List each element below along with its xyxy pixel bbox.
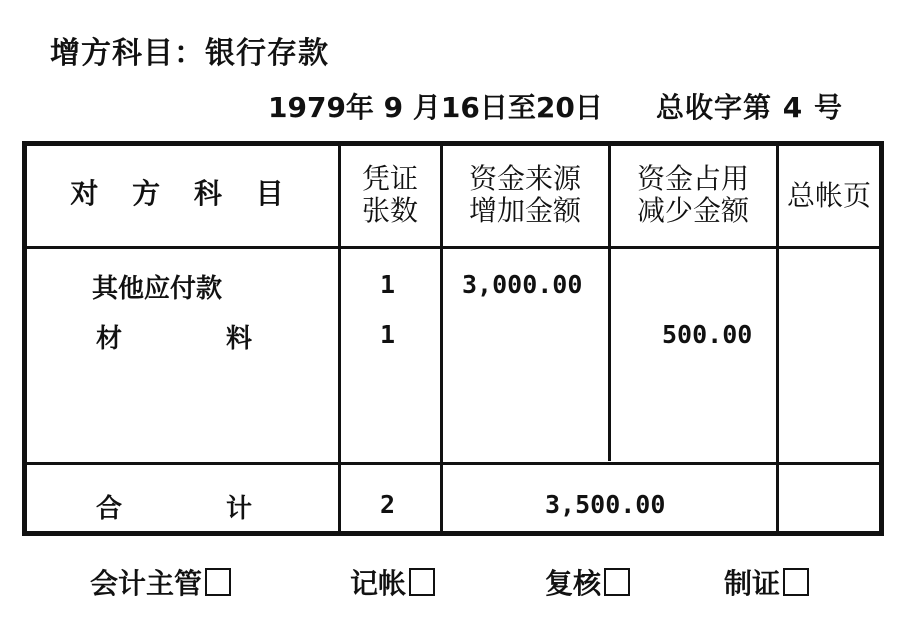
document-number: 总收字第 4 号 — [656, 91, 843, 124]
row-voucher-count: 1 — [380, 270, 396, 299]
column-divider — [440, 146, 443, 531]
total-label: 合 — [96, 494, 123, 524]
page-title: 增方科目：银行存款 — [50, 36, 329, 71]
signature-supervisor: 会计主管 — [90, 562, 231, 602]
total-label: 计 — [226, 494, 253, 524]
table-bottom-rule — [22, 532, 884, 536]
column-divider — [776, 146, 779, 531]
checkbox-icon — [604, 568, 630, 596]
column-header-account: 对 方 科 目 — [70, 177, 296, 210]
row-voucher-count: 1 — [380, 320, 396, 349]
row-increase-amount: 3,000.00 — [462, 270, 583, 299]
signature-preparer: 制证 — [724, 562, 809, 602]
signature-bookkeeper: 记帐 — [350, 562, 435, 602]
total-voucher-count: 2 — [380, 490, 396, 519]
date-range: 1979年 9 月16日至20日 — [268, 91, 603, 124]
column-header-ledger-page: 总帐页 — [786, 179, 871, 212]
row-decrease-amount: 500.00 — [662, 320, 753, 349]
row-account: 其他应付款 — [92, 274, 223, 304]
checkbox-icon — [409, 568, 435, 596]
checkbox-icon — [205, 568, 231, 596]
checkbox-icon — [783, 568, 809, 596]
row-account: 料 — [226, 324, 253, 354]
total-amount: 3,500.00 — [545, 490, 666, 519]
column-divider — [608, 146, 611, 461]
column-header-decrease: 资金占用 减少金额 — [636, 162, 749, 227]
column-header-increase: 资金来源 增加金额 — [468, 162, 581, 227]
column-divider — [338, 146, 341, 531]
signature-reviewer: 复核 — [545, 562, 630, 602]
column-header-voucher-count: 凭证 张数 — [361, 162, 418, 227]
row-account: 材 — [96, 324, 123, 354]
header-rule — [27, 246, 879, 249]
total-rule — [27, 462, 879, 465]
